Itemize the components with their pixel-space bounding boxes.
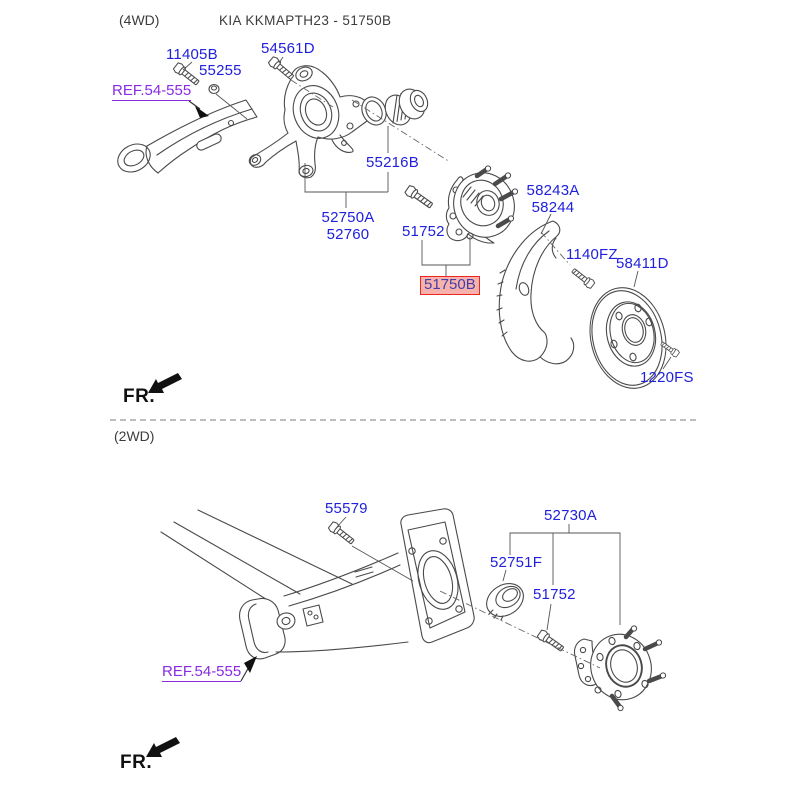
fr-direction-marker-bottom: FR. (120, 752, 153, 773)
part-label-52750A[interactable] (305, 209, 391, 243)
part-label-51750B-highlighted[interactable]: 51750B (420, 276, 480, 295)
part-label-58243A-58244[interactable] (510, 182, 596, 216)
part-label-55579[interactable]: 55579 (325, 500, 368, 517)
part-label-11405B[interactable]: 11405B (166, 46, 218, 63)
section-label-4wd: (4WD) (119, 12, 160, 28)
part-label-1220FS[interactable]: 1220FS (640, 369, 694, 386)
part-number-58243A[interactable]: 58243A (526, 182, 580, 199)
part-label-51752-2wd[interactable]: 51752 (533, 586, 576, 603)
part-label-55255[interactable]: 55255 (199, 62, 242, 79)
part-label-58411D[interactable]: 58411D (616, 255, 669, 272)
section-label-2wd: (2WD) (114, 428, 155, 444)
reference-link-54-555-top[interactable]: REF.54-555 (112, 82, 192, 99)
fr-direction-marker-top: FR. (123, 386, 156, 407)
part-label-51752-4wd[interactable]: 51752 (402, 223, 445, 240)
part-label-52751F[interactable]: 52751F (490, 554, 543, 571)
part-label-55216B[interactable]: 55216B (366, 154, 419, 171)
part-number-58244[interactable]: 58244 (531, 199, 575, 216)
part-label-54561D[interactable]: 54561D (261, 40, 315, 57)
page-title: KIA KKMAPTH23 - 51750B (219, 13, 392, 28)
reference-link-54-555-bottom[interactable]: REF.54-555 (162, 663, 242, 680)
part-number-52750A[interactable]: 52750A (321, 209, 375, 226)
part-label-52730A[interactable]: 52730A (544, 507, 597, 524)
part-label-1140FZ[interactable]: 1140FZ (566, 246, 618, 263)
part-number-52760[interactable]: 52760 (326, 226, 370, 243)
